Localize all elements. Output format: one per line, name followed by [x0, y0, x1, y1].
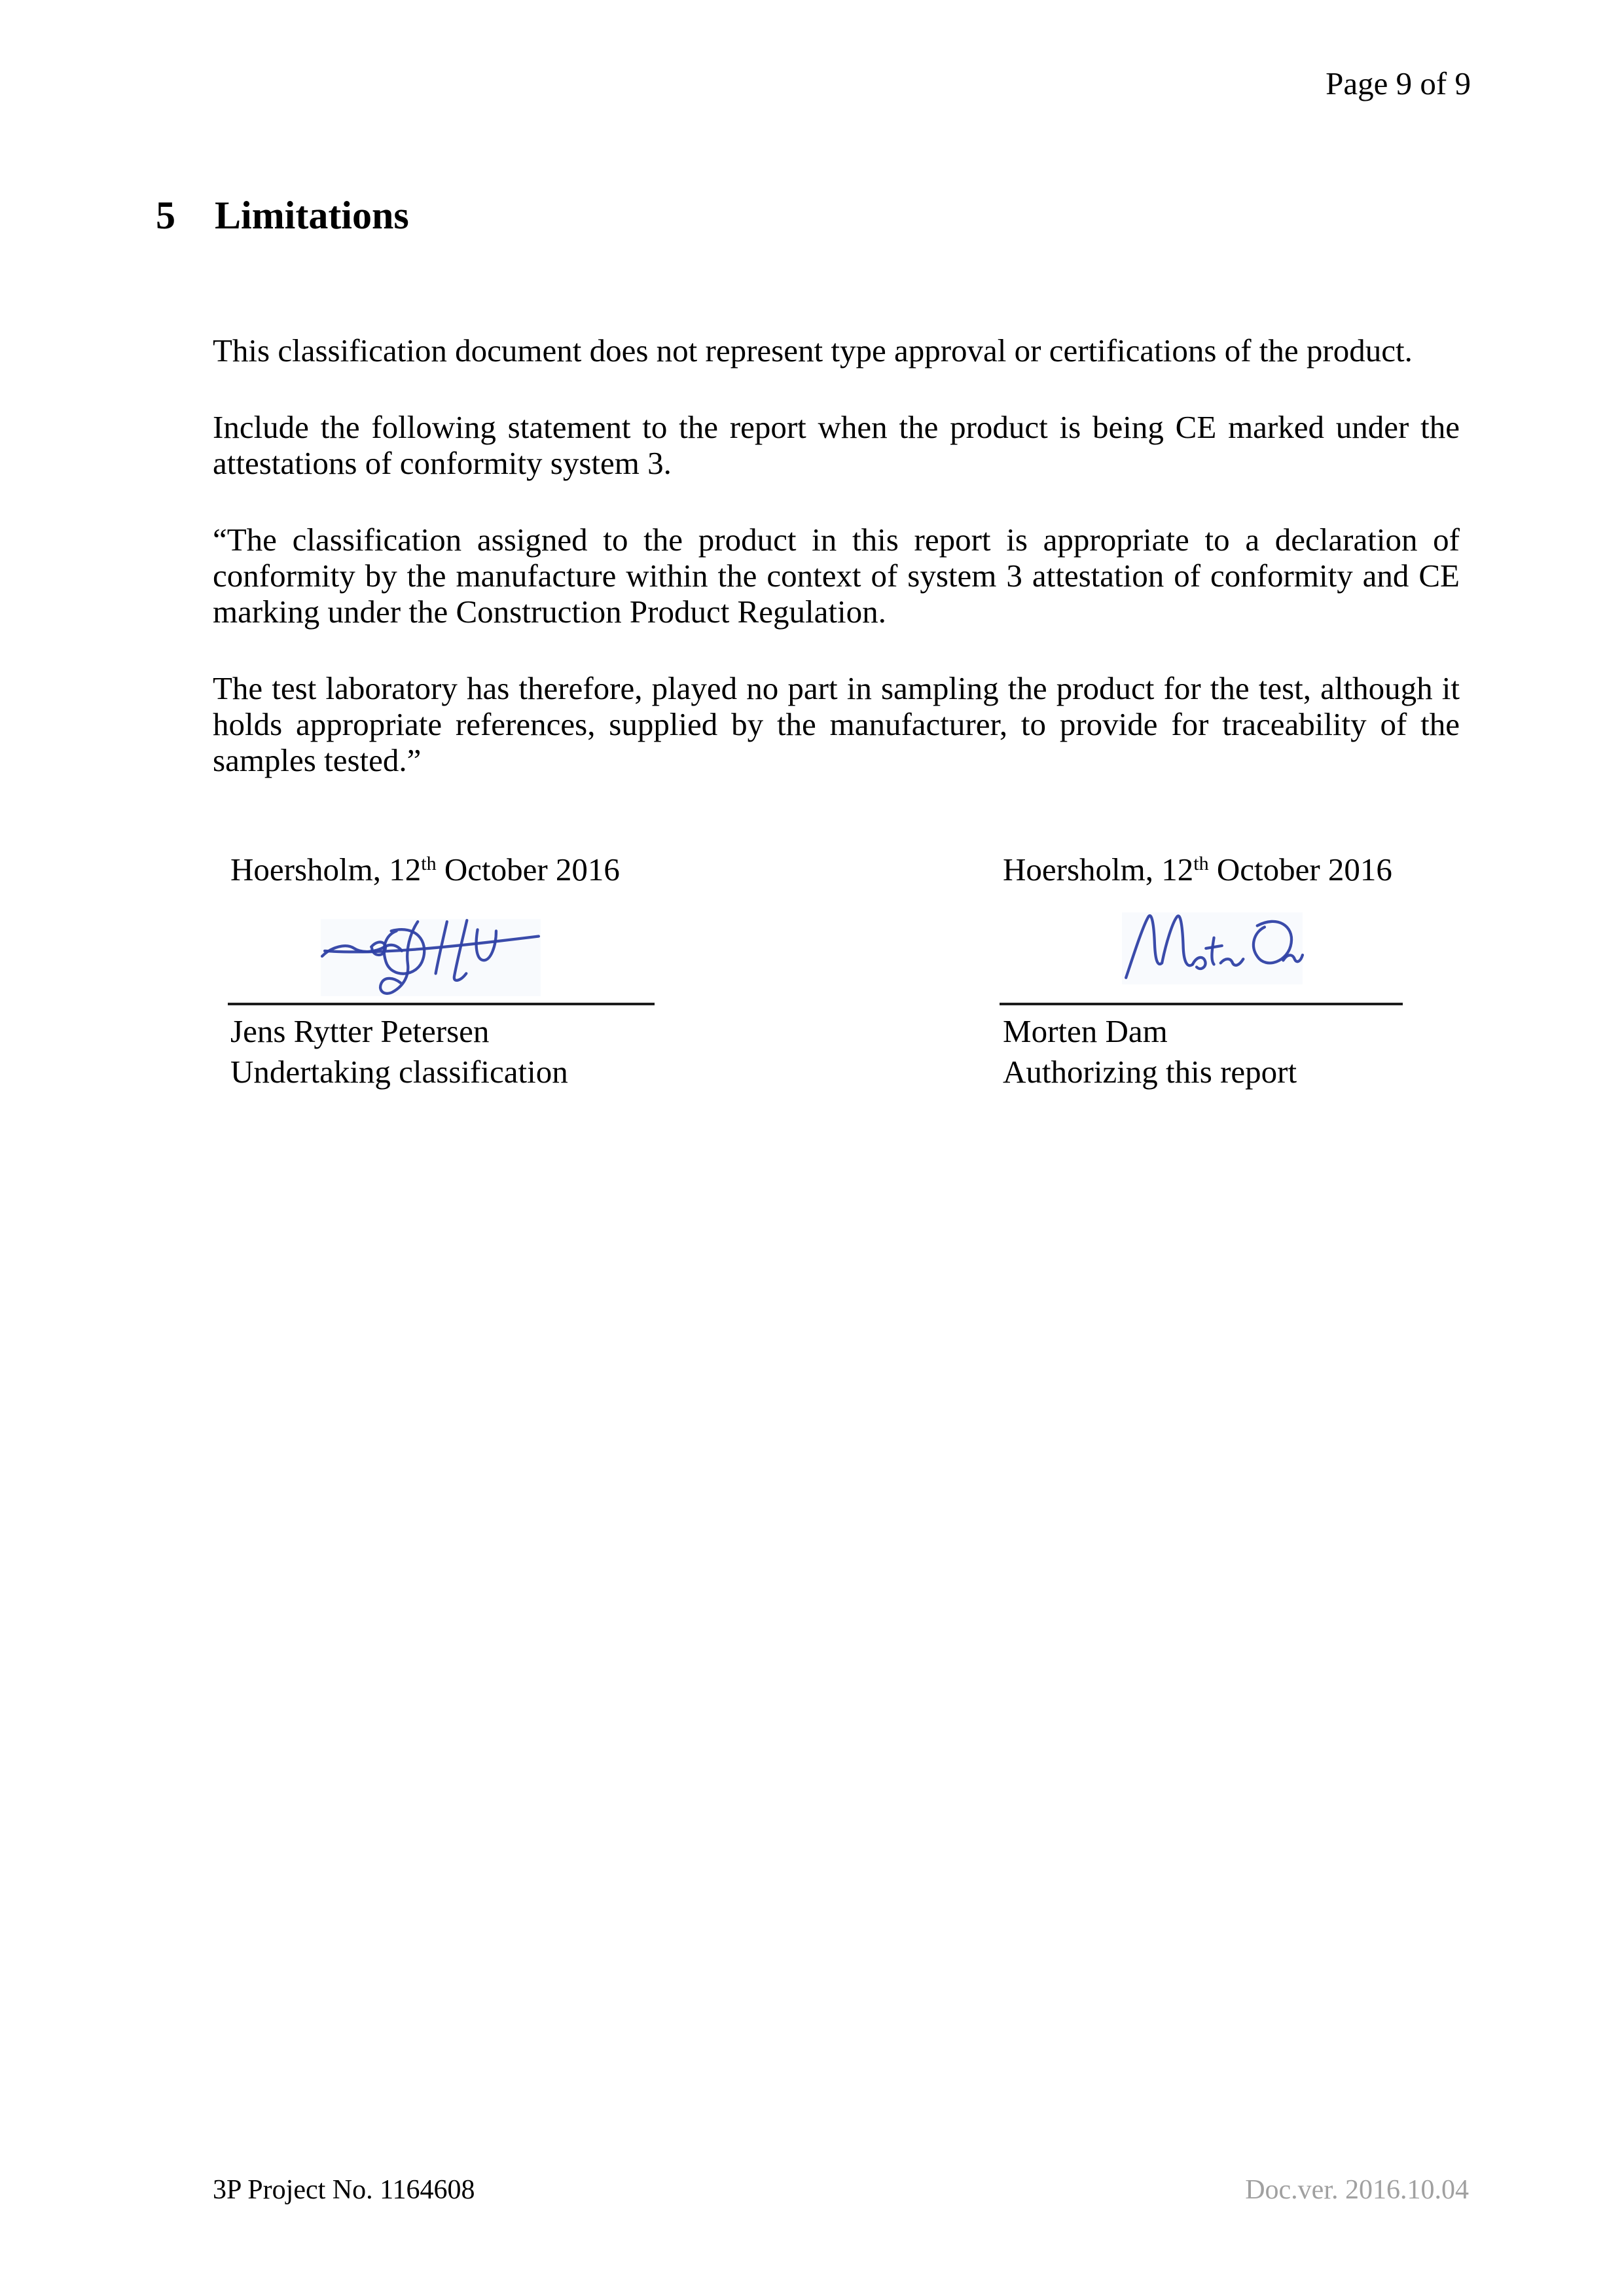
paragraph-quote-classification: “The classification assigned to the product in this report is appropriate to a declaration of conformity by the manufacture within the context of system 3 attestation of conformity and CE marking under the Construction Product Regulation.	[213, 522, 1460, 630]
section-number: 5	[156, 194, 175, 237]
footer-project-number: 3P Project No. 1164608	[213, 2175, 475, 2205]
signature-date-right	[1003, 852, 1392, 892]
date-ordinal-suffix: th	[1193, 852, 1209, 874]
signature-date-left	[230, 852, 620, 892]
footer-doc-version: Doc.ver. 2016.10.04	[1245, 2175, 1469, 2205]
signature-scan-background	[321, 919, 541, 996]
signatory-role-right: Authorizing this report	[1003, 1054, 1297, 1090]
signatory-name-left: Jens Rytter Petersen	[230, 1013, 490, 1049]
body-text	[213, 332, 1460, 819]
signatory-role-left: Undertaking classification	[230, 1054, 568, 1090]
date-text: October 2016	[1208, 852, 1392, 888]
paragraph-ce-statement: Include the following statement to the report when the product is being CE marked under the attestations of conformity system 3.	[213, 409, 1460, 481]
date-text: Hoersholm, 12	[1003, 852, 1194, 888]
signature-line-right	[1000, 1003, 1403, 1005]
date-ordinal-suffix: th	[421, 852, 437, 874]
date-text: Hoersholm, 12	[230, 852, 422, 888]
signature-line-left	[228, 1003, 655, 1005]
paragraph-quote-laboratory: The test laboratory has therefore, played no part in sampling the product for the test, although it holds appropriate references, supplied by the manufacturer, to provide for traceability of the samples tested.”	[213, 670, 1460, 778]
paragraph-type-approval: This classification document does not represent type approval or certifications of the product.	[213, 332, 1413, 368]
jens-signature-image	[319, 918, 542, 997]
section-title: Limitations	[215, 194, 409, 237]
signatory-name-right: Morten Dam	[1003, 1013, 1168, 1049]
date-text: October 2016	[436, 852, 620, 888]
page-number: Page 9 of 9	[1326, 65, 1471, 101]
morten-signature-image	[1121, 911, 1304, 986]
section-heading	[156, 194, 409, 237]
